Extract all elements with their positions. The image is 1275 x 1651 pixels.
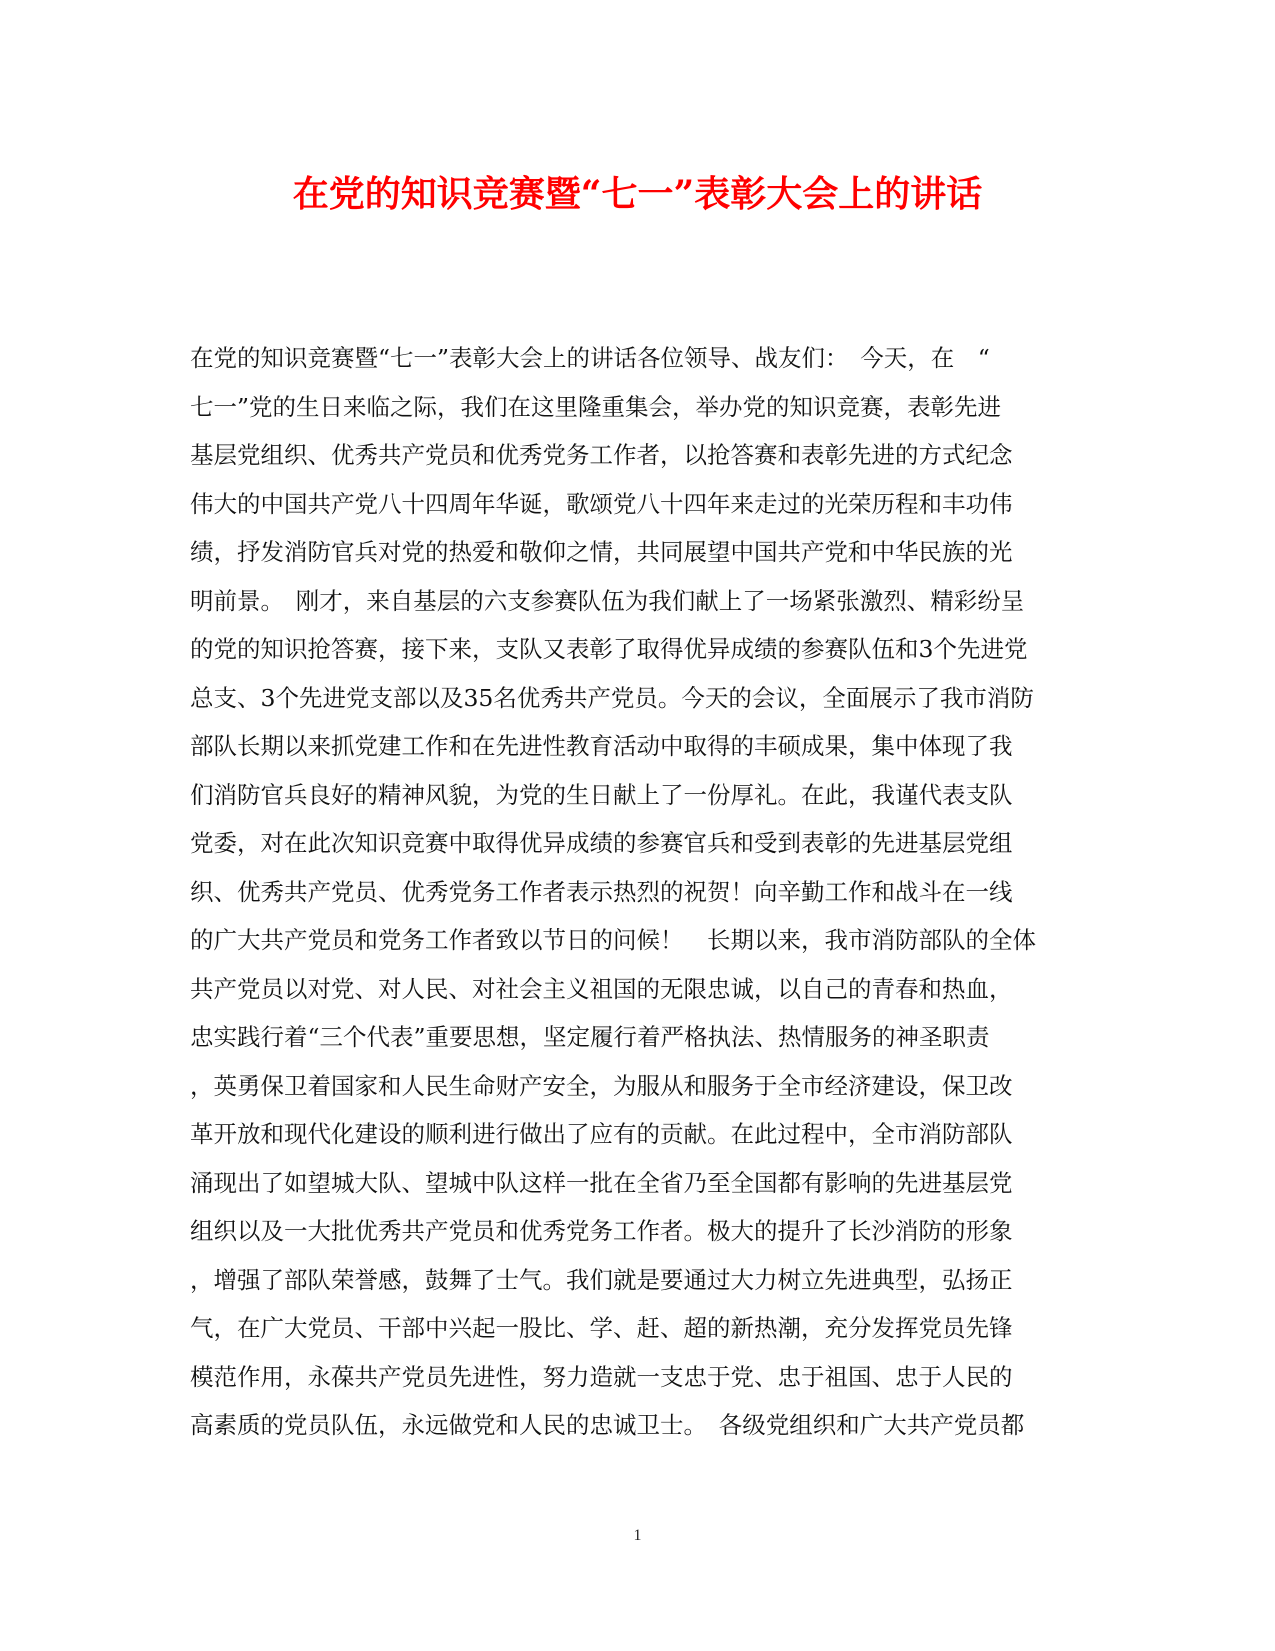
text-line: 织、优秀共产党员、优秀党务工作者表示热烈的祝贺！向辛勤工作和战斗在一线 (190, 877, 1013, 906)
text-line: ，英勇保卫着国家和人民生命财产安全，为服从和服务于全市经济建设，保卫改 (190, 1071, 1013, 1100)
text-line: 在党的知识竞赛暨“七一”表彰大会上的讲话各位领导、战友们： 今天，在 “ (190, 344, 990, 372)
text-line: 高素质的党员队伍，永远做党和人民的忠诚卫士。 各级党组织和广大共产党员都 (190, 1411, 1025, 1439)
text-line: 伟大的中国共产党八十四周年华诞，歌颂党八十四年来走过的光荣历程和丰功伟 (190, 489, 1013, 518)
text-line: 七一”党的生日来临之际，我们在这里隆重集会，举办党的知识竞赛，表彰先进 (190, 392, 1002, 421)
text-line: 党委，对在此次知识竞赛中取得优异成绩的参赛官兵和受到表彰的先进基层党组 (190, 829, 1013, 857)
text-line: 模范作用，永葆共产党员先进性，努力造就一支忠于党、忠于祖国、忠于人民的 (190, 1362, 1013, 1391)
document-title: 在党的知识竞赛暨“七一”表彰大会上的讲话 (292, 173, 983, 215)
text-line: 部队长期以来抓党建工作和在先进性教育活动中取得的丰硕成果，集中体现了我 (190, 732, 1013, 760)
text-line: 绩，抒发消防官兵对党的热爱和敬仰之情，共同展望中国共产党和中华民族的光 (190, 538, 1013, 566)
text-line: 共产党员以对党、对人民、对社会主义祖国的无限忠诚，以自己的青春和热血， (190, 974, 1013, 1003)
text-line: 组织以及一大批优秀共产党员和优秀党务工作者。极大的提升了长沙消防的形象 (190, 1217, 1013, 1245)
text-line: 涌现出了如望城大队、望城中队这样一批在全省乃至全国都有影响的先进基层党 (190, 1168, 1013, 1197)
text-line: 忠实践行着“三个代表”重要思想，坚定履行着严格执法、热情服务的神圣职责 (190, 1023, 990, 1051)
body-text (190, 334, 1090, 1450)
text-line: 气，在广大党员、干部中兴起一股比、学、赶、超的新热潮，充分发挥党员先锋 (190, 1314, 1013, 1342)
page-number: 1 (633, 1527, 642, 1544)
text-line: 总支、3个先进党支部以及35名优秀共产党员。今天的会议，全面展示了我市消防 (190, 683, 1034, 712)
text-line: 明前景。 刚才，来自基层的六支参赛队伍为我们献上了一场紧张激烈、精彩纷呈 (190, 586, 1025, 615)
text-line: 基层党组织、优秀共产党员和优秀党务工作者，以抢答赛和表彰先进的方式纪念 (190, 441, 1013, 469)
text-line: 们消防官兵良好的精神风貌，为党的生日献上了一份厚礼。在此，我谨代表支队 (190, 780, 1013, 809)
text-line: 革开放和现代化建设的顺利进行做出了应有的贡献。在此过程中，全市消防部队 (190, 1120, 1013, 1148)
text-line: ，增强了部队荣誉感，鼓舞了士气。我们就是要通过大力树立先进典型，弘扬正 (190, 1265, 1013, 1294)
text-line: 的广大共产党员和党务工作者致以节日的问候！ 长期以来，我市消防部队的全体 (190, 926, 1036, 954)
text-line: 的党的知识抢答赛，接下来，支队又表彰了取得优异成绩的参赛队伍和3个先进党 (190, 635, 1028, 663)
